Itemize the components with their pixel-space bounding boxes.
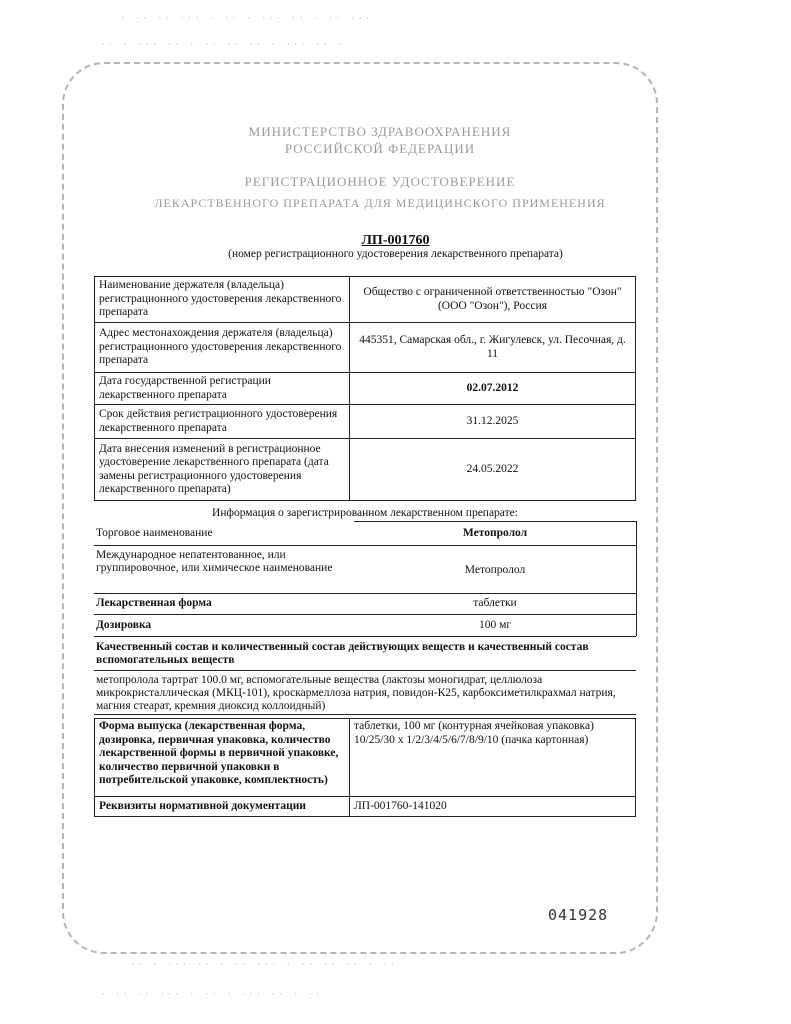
divider (94, 614, 636, 615)
divider (94, 636, 636, 637)
registration-number: ЛП-001760 (361, 233, 430, 248)
ministry-line-3: РЕГИСТРАЦИОННОЕ УДОСТОВЕРЕНИЕ (244, 174, 516, 189)
release-form-value: таблетки, 100 мг (контурная ячейковая упаковка) 10/25/30 х 1/2/3/4/5/6/7/8/9/10 (пачка картонная) (350, 719, 636, 797)
divider (94, 714, 636, 715)
registration-caption: (номер регистрационного удостоверения лекарственного препарата) (228, 248, 563, 260)
table-row (95, 323, 636, 373)
table-row (95, 719, 636, 797)
dosage-label: Дозировка (96, 619, 152, 631)
table-row (95, 797, 636, 817)
ministry-line-4: ЛЕКАРСТВЕННОГО ПРЕПАРАТА ДЛЯ МЕДИЦИНСКОГО ПРИМЕНЕНИЯ (154, 196, 606, 210)
divider (354, 521, 636, 522)
inn-label: Международное непатентованное, или группировочное, или химическое наименование (96, 549, 333, 574)
trade-name-label: Торговое наименование (96, 527, 213, 539)
composition-text: метопролола тартрат 100.0 мг, вспомогательные вещества (лактозы моногидрат, целлюлоза микрокристаллическая (МКЦ-101), кроскармеллоза натрия, повидон-К25, карбоксиметилкрахмал натрия, магния стеарат, кремния диоксид коллоидный) (96, 674, 616, 712)
scan-noise-top2: ·· · ··· ·· · ·· ·· ·· · ··· ·· · (100, 40, 345, 50)
ministry-line-2: РОССИЙСКОЙ ФЕДЕРАЦИИ (284, 141, 476, 156)
inn-value: Метопролол (464, 564, 526, 576)
validity-value: 31.12.2025 (350, 405, 636, 439)
release-table (94, 718, 636, 817)
changes-date-label: Дата внесения изменений в регистрационное удостоверение лекарственного препарата (дата замены регистрационного удостоверения лекарственного препарата) (95, 439, 350, 501)
release-form-label: Форма выпуска (лекарственная форма, дозировка, первичная упаковка, количество лекарственной формы в первичной упаковке, количество первичной упаковки в потребительской упаковке, комплектность) (95, 719, 350, 797)
scan-noise-top: · ·· ·· ··· · ·· · ··· ·· · ·· ··· (120, 14, 373, 24)
table-row (95, 439, 636, 501)
registration-date-label: Дата государственной регистрации лекарственного препарата (95, 373, 350, 405)
dosage-form-label: Лекарственная форма (96, 597, 212, 609)
normative-value: ЛП-001760-141020 (350, 797, 636, 817)
composition-heading: Качественный состав и количественный состав действующих веществ и качественный состав вспомогательных веществ (96, 641, 589, 666)
ministry-line-1: МИНИСТЕРСТВО ЗДРАВООХРАНЕНИЯ (248, 124, 512, 139)
scan-noise-bottom: ·· · ··· ·· · ·· ··· · ·· ·· ·· · ·· (130, 960, 398, 970)
divider (94, 545, 636, 546)
holder-table (94, 276, 636, 501)
changes-date-value: 24.05.2022 (350, 439, 636, 501)
holder-name-label: Наименование держателя (владельца) регистрационного удостоверения лекарственного препарата (95, 277, 350, 323)
table-row (95, 405, 636, 439)
holder-address-value: 445351, Самарская обл., г. Жигулевск, ул. Песочная, д. 11 (350, 323, 636, 373)
table-row (95, 373, 636, 405)
serial-number-stamp: 041928 (548, 906, 609, 924)
dosage-form-value: таблетки (473, 597, 517, 609)
holder-address-label: Адрес местонахождения держателя (владельца) регистрационного удостоверения лекарственного препарата (95, 323, 350, 373)
table-row (95, 277, 636, 323)
scan-noise-bottom2: · ·· ·· ··· · ·· · ··· ·· · ·· (100, 990, 323, 1000)
trade-name-value: Метопролол (462, 527, 528, 539)
holder-name-value: Общество с ограниченной ответственностью "Озон" (ООО "Озон"), Россия (350, 277, 636, 323)
divider (636, 521, 637, 636)
dosage-value: 100 мг (478, 619, 512, 631)
divider (94, 593, 636, 594)
normative-label: Реквизиты нормативной документации (95, 797, 350, 817)
divider (94, 670, 636, 671)
registration-date-value: 02.07.2012 (350, 373, 636, 405)
info-heading: Информация о зарегистрированном лекарственном препарате: (212, 507, 518, 519)
validity-label: Срок действия регистрационного удостоверения лекарственного препарата (95, 405, 350, 439)
